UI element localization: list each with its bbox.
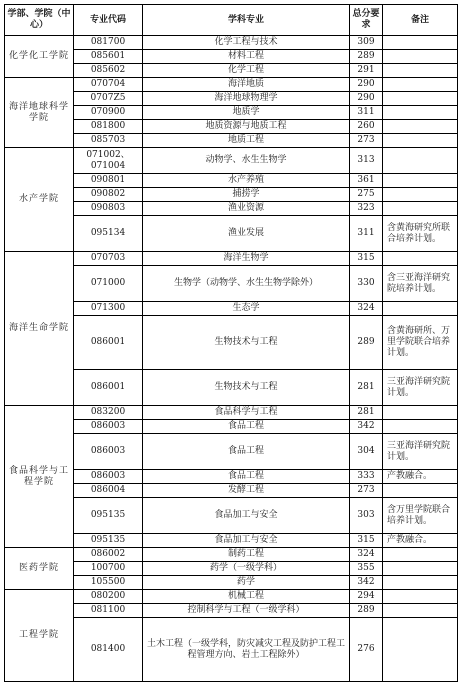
note-cell: [383, 576, 458, 590]
note-cell: [383, 302, 458, 316]
score-cell: 330: [350, 266, 383, 302]
score-cell: 289: [350, 50, 383, 64]
score-cell: 273: [350, 484, 383, 498]
score-cell: 290: [350, 92, 383, 106]
code-cell: 081800: [74, 120, 143, 134]
note-cell: [383, 148, 458, 174]
score-cell: 323: [350, 202, 383, 216]
major-cell: 药学: [143, 576, 350, 590]
score-cell: 290: [350, 78, 383, 92]
score-cell: 361: [350, 174, 383, 188]
code-cell: 090803: [74, 202, 143, 216]
major-cell: 食品加工与安全: [143, 498, 350, 534]
score-cell: 355: [350, 562, 383, 576]
major-cell: 海洋地质: [143, 78, 350, 92]
note-cell: 含黄海研究所联合培养计划。: [383, 216, 458, 252]
score-cell: 276: [350, 618, 383, 682]
header-note: 备注: [383, 5, 458, 36]
score-cell: 294: [350, 590, 383, 604]
score-cell: 324: [350, 302, 383, 316]
table-row: [5, 148, 458, 174]
note-cell: [383, 188, 458, 202]
note-cell: [383, 174, 458, 188]
code-cell: 085601: [74, 50, 143, 64]
code-cell: 086001: [74, 370, 143, 406]
major-cell: 土木工程（一级学科，防灾减灾工程及防护工程工程管理方向、岩土工程除外）: [143, 618, 350, 682]
note-cell: [383, 548, 458, 562]
code-cell: 083200: [74, 406, 143, 420]
note-cell: [383, 92, 458, 106]
note-cell: [383, 406, 458, 420]
note-cell: [383, 420, 458, 434]
code-cell: 095135: [74, 534, 143, 548]
major-cell: 生态学: [143, 302, 350, 316]
major-cell: 地质学: [143, 106, 350, 120]
college-cell: 医药学院: [5, 548, 74, 590]
note-cell: [383, 202, 458, 216]
code-cell: 071300: [74, 302, 143, 316]
admission-score-table: [4, 4, 458, 682]
score-cell: 309: [350, 36, 383, 50]
major-cell: 食品加工与安全: [143, 534, 350, 548]
major-cell: 食品工程: [143, 434, 350, 470]
header-row: [5, 5, 458, 36]
code-cell: 086001: [74, 316, 143, 370]
code-cell: 086004: [74, 484, 143, 498]
major-cell: 动物学、水生生物学: [143, 148, 350, 174]
score-cell: 311: [350, 216, 383, 252]
note-cell: [383, 106, 458, 120]
major-cell: 生物学（动物学、水生生物学除外）: [143, 266, 350, 302]
major-cell: 食品工程: [143, 470, 350, 484]
code-cell: 086002: [74, 548, 143, 562]
table-row: [5, 406, 458, 420]
note-cell: [383, 50, 458, 64]
score-cell: 281: [350, 370, 383, 406]
note-cell: [383, 618, 458, 682]
code-cell: 100700: [74, 562, 143, 576]
table-row: [5, 548, 458, 562]
code-cell: 090801: [74, 174, 143, 188]
note-cell: 含黄海研所、万里学院联合培养计划。: [383, 316, 458, 370]
note-cell: [383, 562, 458, 576]
score-cell: 260: [350, 120, 383, 134]
header-major: 学科专业: [143, 5, 350, 36]
code-cell: 070703: [74, 252, 143, 266]
note-cell: [383, 64, 458, 78]
code-cell: 0707Z5: [74, 92, 143, 106]
header-score: 总分要求: [350, 5, 383, 36]
code-cell: 071000: [74, 266, 143, 302]
note-cell: 三亚海洋研究院计划。: [383, 434, 458, 470]
note-cell: 含三亚海洋研究院培养计划。: [383, 266, 458, 302]
score-cell: 291: [350, 64, 383, 78]
code-cell: 081100: [74, 604, 143, 618]
code-cell: 071002、071004: [74, 148, 143, 174]
major-cell: 海洋地球物理学: [143, 92, 350, 106]
major-cell: 水产养殖: [143, 174, 350, 188]
code-cell: 090802: [74, 188, 143, 202]
score-cell: 324: [350, 548, 383, 562]
note-cell: [383, 78, 458, 92]
table-row: [5, 252, 458, 266]
code-cell: 080200: [74, 590, 143, 604]
score-cell: 315: [350, 534, 383, 548]
major-cell: 控制科学与工程（一级学科）: [143, 604, 350, 618]
header-college: 学部、学院（中心）: [5, 5, 74, 36]
code-cell: 086003: [74, 420, 143, 434]
note-cell: [383, 120, 458, 134]
score-cell: 342: [350, 420, 383, 434]
table-row: [5, 78, 458, 92]
table-row: [5, 36, 458, 50]
major-cell: 药学（一级学科）: [143, 562, 350, 576]
score-cell: 281: [350, 406, 383, 420]
major-cell: 地质工程: [143, 134, 350, 148]
score-cell: 333: [350, 470, 383, 484]
note-cell: 产教融合。: [383, 470, 458, 484]
major-cell: 生物技术与工程: [143, 316, 350, 370]
code-cell: 086003: [74, 470, 143, 484]
note-cell: [383, 590, 458, 604]
score-cell: 289: [350, 316, 383, 370]
code-cell: 070704: [74, 78, 143, 92]
code-cell: 095135: [74, 498, 143, 534]
code-cell: 081700: [74, 36, 143, 50]
score-cell: 313: [350, 148, 383, 174]
score-cell: 303: [350, 498, 383, 534]
code-cell: 085602: [74, 64, 143, 78]
score-cell: 304: [350, 434, 383, 470]
code-cell: 081400: [74, 618, 143, 682]
major-cell: 材料工程: [143, 50, 350, 64]
college-cell: 食品科学与工程学院: [5, 406, 74, 548]
header-code: 专业代码: [74, 5, 143, 36]
major-cell: 渔业发展: [143, 216, 350, 252]
college-cell: 海洋地球科学学院: [5, 78, 74, 148]
major-cell: 发酵工程: [143, 484, 350, 498]
note-cell: 三亚海洋研究院计划。: [383, 370, 458, 406]
code-cell: 086003: [74, 434, 143, 470]
code-cell: 095134: [74, 216, 143, 252]
college-cell: 海洋生命学院: [5, 252, 74, 406]
score-cell: 273: [350, 134, 383, 148]
note-cell: [383, 604, 458, 618]
code-cell: 085703: [74, 134, 143, 148]
table-row: [5, 590, 458, 604]
score-cell: 315: [350, 252, 383, 266]
major-cell: 生物技术与工程: [143, 370, 350, 406]
college-cell: 化学化工学院: [5, 36, 74, 78]
major-cell: 制药工程: [143, 548, 350, 562]
note-cell: [383, 36, 458, 50]
major-cell: 渔业资源: [143, 202, 350, 216]
table-body: [5, 36, 458, 682]
major-cell: 食品工程: [143, 420, 350, 434]
major-cell: 机械工程: [143, 590, 350, 604]
note-cell: [383, 134, 458, 148]
major-cell: 化学工程与技术: [143, 36, 350, 50]
score-cell: 275: [350, 188, 383, 202]
college-cell: 工程学院: [5, 590, 74, 682]
code-cell: 105500: [74, 576, 143, 590]
major-cell: 捕捞学: [143, 188, 350, 202]
major-cell: 化学工程: [143, 64, 350, 78]
note-cell: 产教融合。: [383, 534, 458, 548]
major-cell: 食品科学与工程: [143, 406, 350, 420]
note-cell: [383, 484, 458, 498]
score-cell: 289: [350, 604, 383, 618]
score-cell: 342: [350, 576, 383, 590]
note-cell: [383, 252, 458, 266]
major-cell: 海洋生物学: [143, 252, 350, 266]
score-cell: 311: [350, 106, 383, 120]
code-cell: 070900: [74, 106, 143, 120]
note-cell: 含万里学院联合培养计划。: [383, 498, 458, 534]
college-cell: 水产学院: [5, 148, 74, 252]
major-cell: 地质资源与地质工程: [143, 120, 350, 134]
